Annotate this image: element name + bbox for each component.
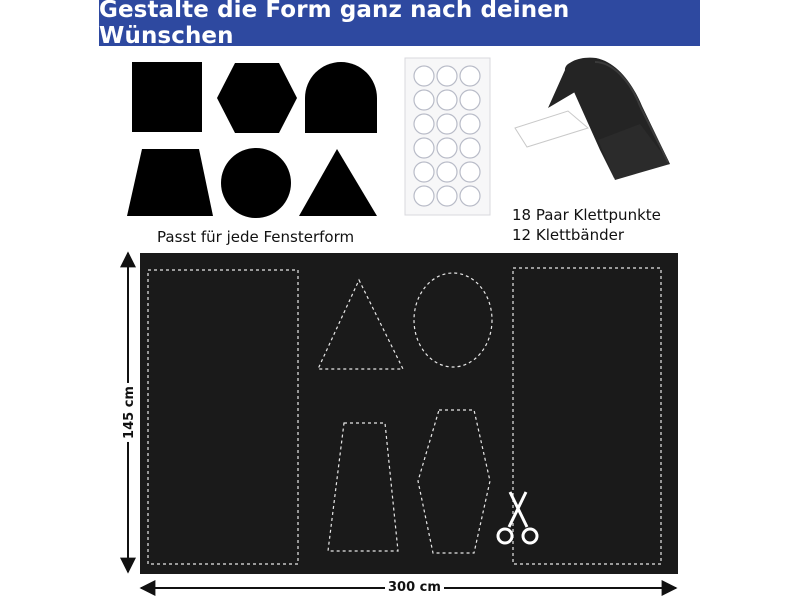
- velcro-dot: [460, 114, 480, 134]
- velcro-dot: [437, 66, 457, 86]
- velcro-dot: [414, 114, 434, 134]
- velcro-dot: [437, 90, 457, 110]
- velcro-dot: [437, 138, 457, 158]
- velcro-dot: [460, 90, 480, 110]
- felt-sheet: [140, 253, 678, 574]
- arch-shape-icon: [305, 62, 377, 133]
- triangle-shape-icon: [299, 149, 377, 216]
- width-dimension-label: 300 cm: [385, 580, 444, 595]
- trapezoid-shape-icon: [127, 149, 213, 216]
- hexagon-shape-icon: [217, 63, 297, 133]
- accessories-line-2: 12 Klettbänder: [512, 226, 624, 244]
- height-dimension-label: 145 cm: [122, 383, 137, 442]
- velcro-dot: [437, 114, 457, 134]
- velcro-dot: [460, 66, 480, 86]
- circle-shape-icon: [221, 148, 291, 218]
- velcro-dot: [437, 186, 457, 206]
- square-shape-icon: [132, 62, 202, 132]
- velcro-dot: [460, 186, 480, 206]
- velcro-dots-sheet: [405, 58, 490, 215]
- velcro-strip-icon: [515, 58, 670, 180]
- velcro-dot: [460, 138, 480, 158]
- velcro-dot: [414, 138, 434, 158]
- velcro-dot: [414, 162, 434, 182]
- velcro-dot: [414, 90, 434, 110]
- velcro-dot: [437, 162, 457, 182]
- banner-title: Gestalte die Form ganz nach deinen Wünschen: [99, 0, 570, 49]
- velcro-dot: [460, 162, 480, 182]
- velcro-dot: [414, 186, 434, 206]
- accessories-line-1: 18 Paar Klettpunkte: [512, 206, 661, 224]
- shape-icons: [127, 62, 377, 218]
- velcro-dot: [414, 66, 434, 86]
- shapes-caption: Passt für jede Fensterform: [157, 228, 355, 246]
